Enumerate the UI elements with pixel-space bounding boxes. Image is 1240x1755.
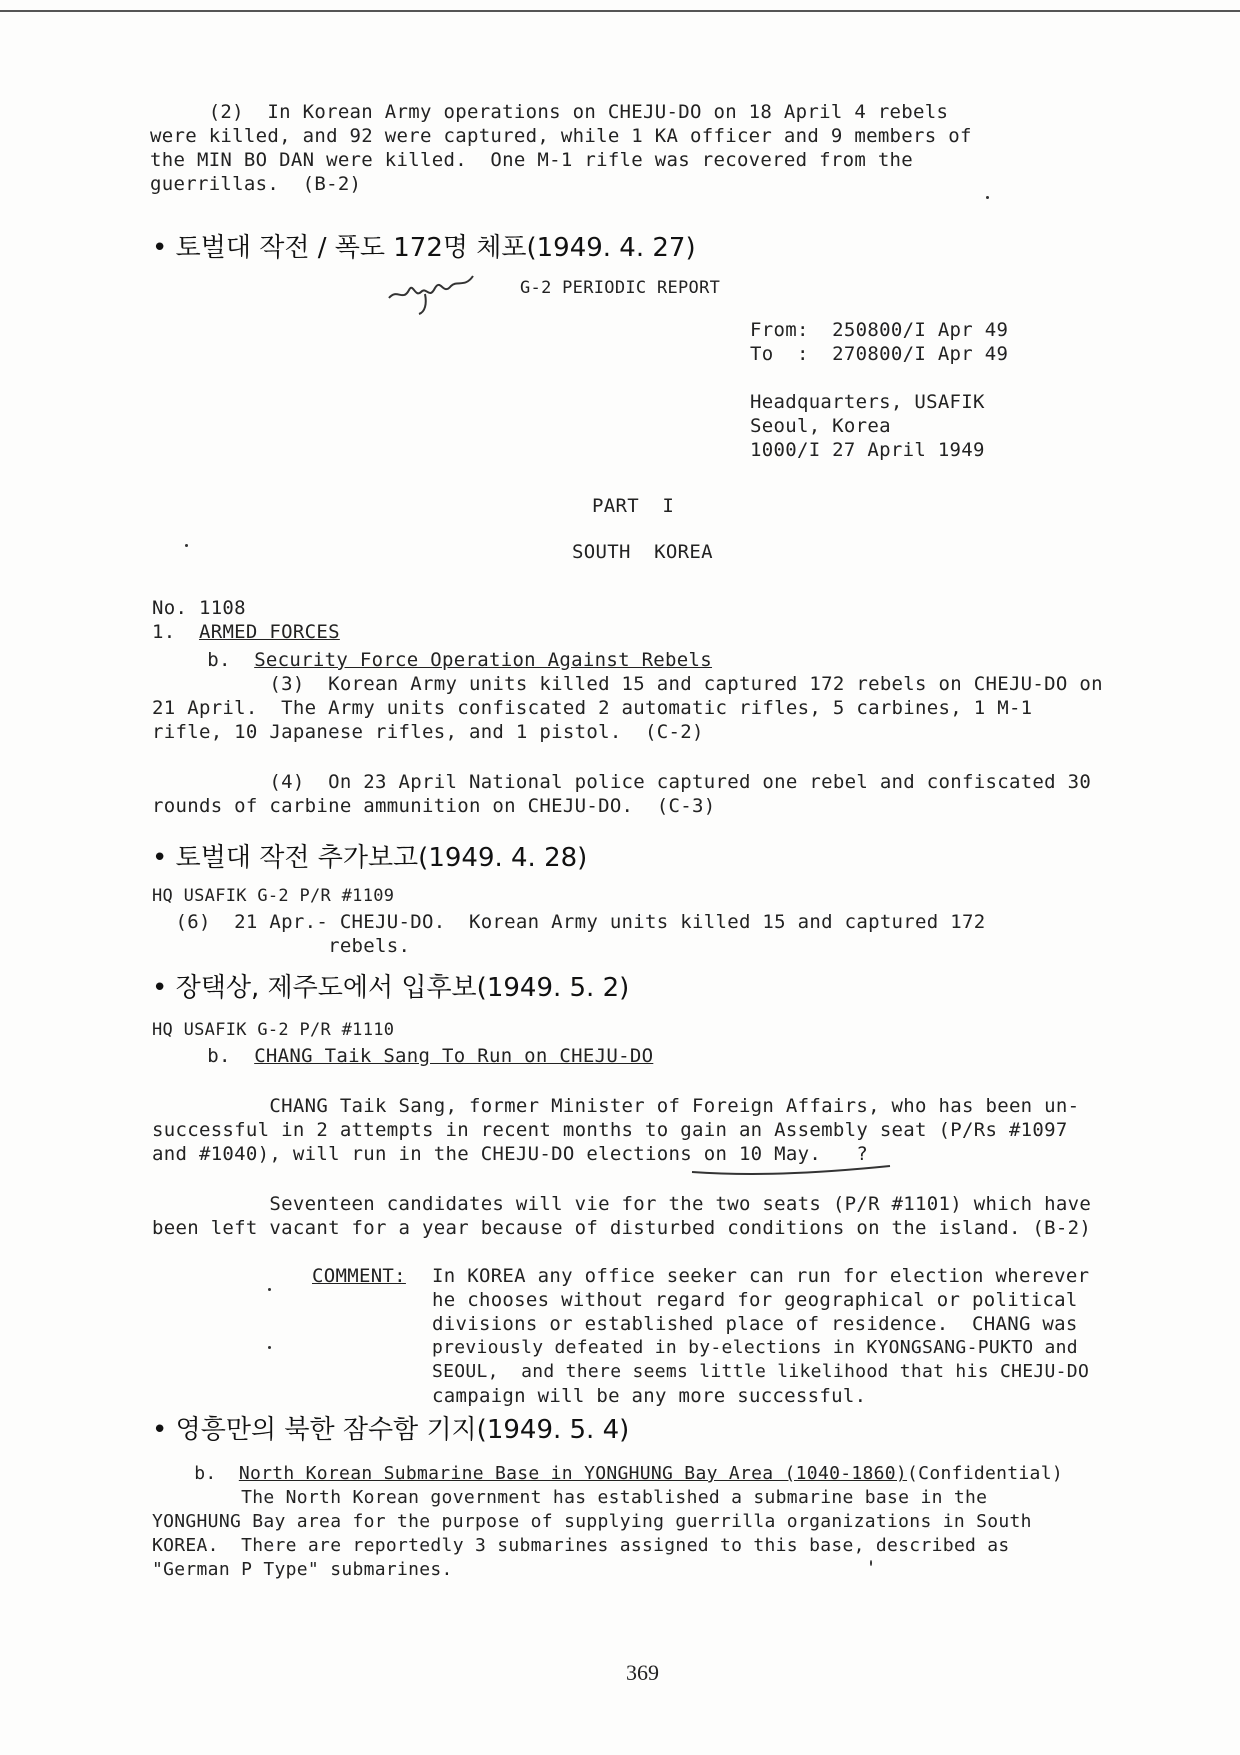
- text-line: "German P Type" submarines.: [152, 1559, 453, 1580]
- subsection-letter: b.: [172, 649, 255, 671]
- text-line: YONGHUNG Bay area for the purpose of supplying guerrilla organizations in South: [152, 1511, 1032, 1532]
- text-line: (4) On 23 April National police captured one rebel and confiscated 30: [152, 771, 1092, 793]
- handwritten-initials-icon: [385, 268, 505, 318]
- scan-speck: [870, 1560, 872, 1566]
- text-line: successful in 2 attempts in recent months to gain an Assembly seat (P/Rs #1097: [152, 1119, 1068, 1141]
- section-title: ARMED FORCES: [198, 621, 340, 643]
- subsection-title: CHANG Taik Sang To Run on CHEJU-DO: [254, 1045, 654, 1067]
- section-number: 1.: [152, 621, 199, 643]
- hq-line: Seoul, Korea: [750, 415, 891, 437]
- scan-speck: [268, 1288, 271, 1291]
- text-line: he chooses without regard for geographical or political: [432, 1289, 1078, 1311]
- text-line: campaign will be any more successful.: [432, 1385, 867, 1407]
- text-line: (3) Korean Army units killed 15 and captured 172 rebels on CHEJU-DO on: [152, 673, 1103, 695]
- subsection-nk-submarine: [172, 1462, 1063, 1486]
- page-number: 369: [626, 1660, 659, 1685]
- text-line: CHANG Taik Sang, former Minister of Foreign Affairs, who has been un-: [152, 1095, 1080, 1117]
- report-from: From: 250800/I Apr 49: [750, 319, 1009, 341]
- text-line: been left vacant for a year because of disturbed conditions on the island. (B-2): [152, 1217, 1092, 1239]
- korean-heading: • 토벌대 작전 / 폭도 172명 체포(1949. 4. 27): [152, 233, 696, 263]
- comment-label: COMMENT:: [312, 1265, 406, 1287]
- subsection-security-force: [172, 648, 712, 672]
- text-line: rifle, 10 Japanese rifles, and 1 pistol. (C-2): [152, 721, 704, 743]
- handwritten-underline-icon: [690, 1158, 900, 1182]
- part-heading: PART I: [592, 495, 675, 517]
- korean-heading: • 영흥만의 북한 잠수함 기지(1949. 5. 4): [152, 1415, 630, 1445]
- subsection-title: Security Force Operation Against Rebels: [254, 649, 713, 671]
- text-line: divisions or established place of residence. CHANG was: [432, 1313, 1078, 1335]
- text-line: KOREA. There are reportedly 3 submarines assigned to this base, described as: [152, 1535, 1010, 1556]
- hq-line: Headquarters, USAFIK: [750, 391, 985, 413]
- report-to: To : 270800/I Apr 49: [750, 343, 1009, 365]
- scan-speck: [986, 196, 989, 199]
- subsection-letter: b.: [172, 1045, 255, 1067]
- report-number: No. 1108: [152, 597, 246, 619]
- korean-heading: • 토벌대 작전 추가보고(1949. 4. 28): [152, 843, 588, 873]
- subsection-chang: [172, 1044, 653, 1068]
- hq-report-reference: HQ USAFIK G-2 P/R #1110: [152, 1020, 395, 1040]
- text-line: Seventeen candidates will vie for the two seats (P/R #1101) which have: [152, 1193, 1092, 1215]
- scan-speck: [185, 544, 188, 547]
- report-title: G-2 PERIODIC REPORT: [520, 278, 721, 298]
- text-line: (6) 21 Apr.- CHEJU-DO. Korean Army units killed 15 and captured 172: [152, 911, 986, 933]
- text-line: (2) In Korean Army operations on CHEJU-DO on 18 April 4 rebels: [150, 101, 949, 123]
- text-line: rebels.: [152, 935, 411, 957]
- text-line: 21 April. The Army units confiscated 2 automatic rifles, 5 carbines, 1 M-1: [152, 697, 1033, 719]
- country-heading: SOUTH KOREA: [572, 541, 713, 563]
- scan-speck: [268, 1346, 271, 1349]
- hq-date: 1000/I 27 April 1949: [750, 439, 985, 461]
- top-border-line: [0, 10, 1240, 12]
- section-armed-forces: [152, 620, 340, 644]
- text-line: In KOREA any office seeker can run for election wherever: [432, 1265, 1090, 1287]
- subsection-title: North Korean Submarine Base in YONGHUNG Bay Area (1040-1860): [238, 1463, 908, 1484]
- text-line: guerrillas. (B-2): [150, 173, 362, 195]
- text-line: and #1040), will run in the CHEJU-DO elections on 10 May. ?: [152, 1143, 869, 1165]
- text-line: The North Korean government has established a submarine base in the: [152, 1487, 988, 1508]
- text-line: were killed, and 92 were captured, while 1 KA officer and 9 members of: [150, 125, 972, 147]
- subsection-letter: b.: [172, 1463, 239, 1484]
- korean-heading: • 장택상, 제주도에서 입후보(1949. 5. 2): [152, 973, 630, 1003]
- text-line: rounds of carbine ammunition on CHEJU-DO. (C-3): [152, 795, 716, 817]
- text-line: SEOUL, and there seems little likelihood that his CHEJU-DO: [432, 1361, 1090, 1382]
- text-line: HQ USAFIK G-2 P/R #1109: [152, 886, 395, 906]
- text-line: the MIN BO DAN were killed. One M-1 rifle was recovered from the: [150, 149, 914, 171]
- classification: (Confidential): [907, 1463, 1063, 1484]
- text-line: previously defeated in by-elections in KYONGSANG-PUKTO and: [432, 1337, 1078, 1358]
